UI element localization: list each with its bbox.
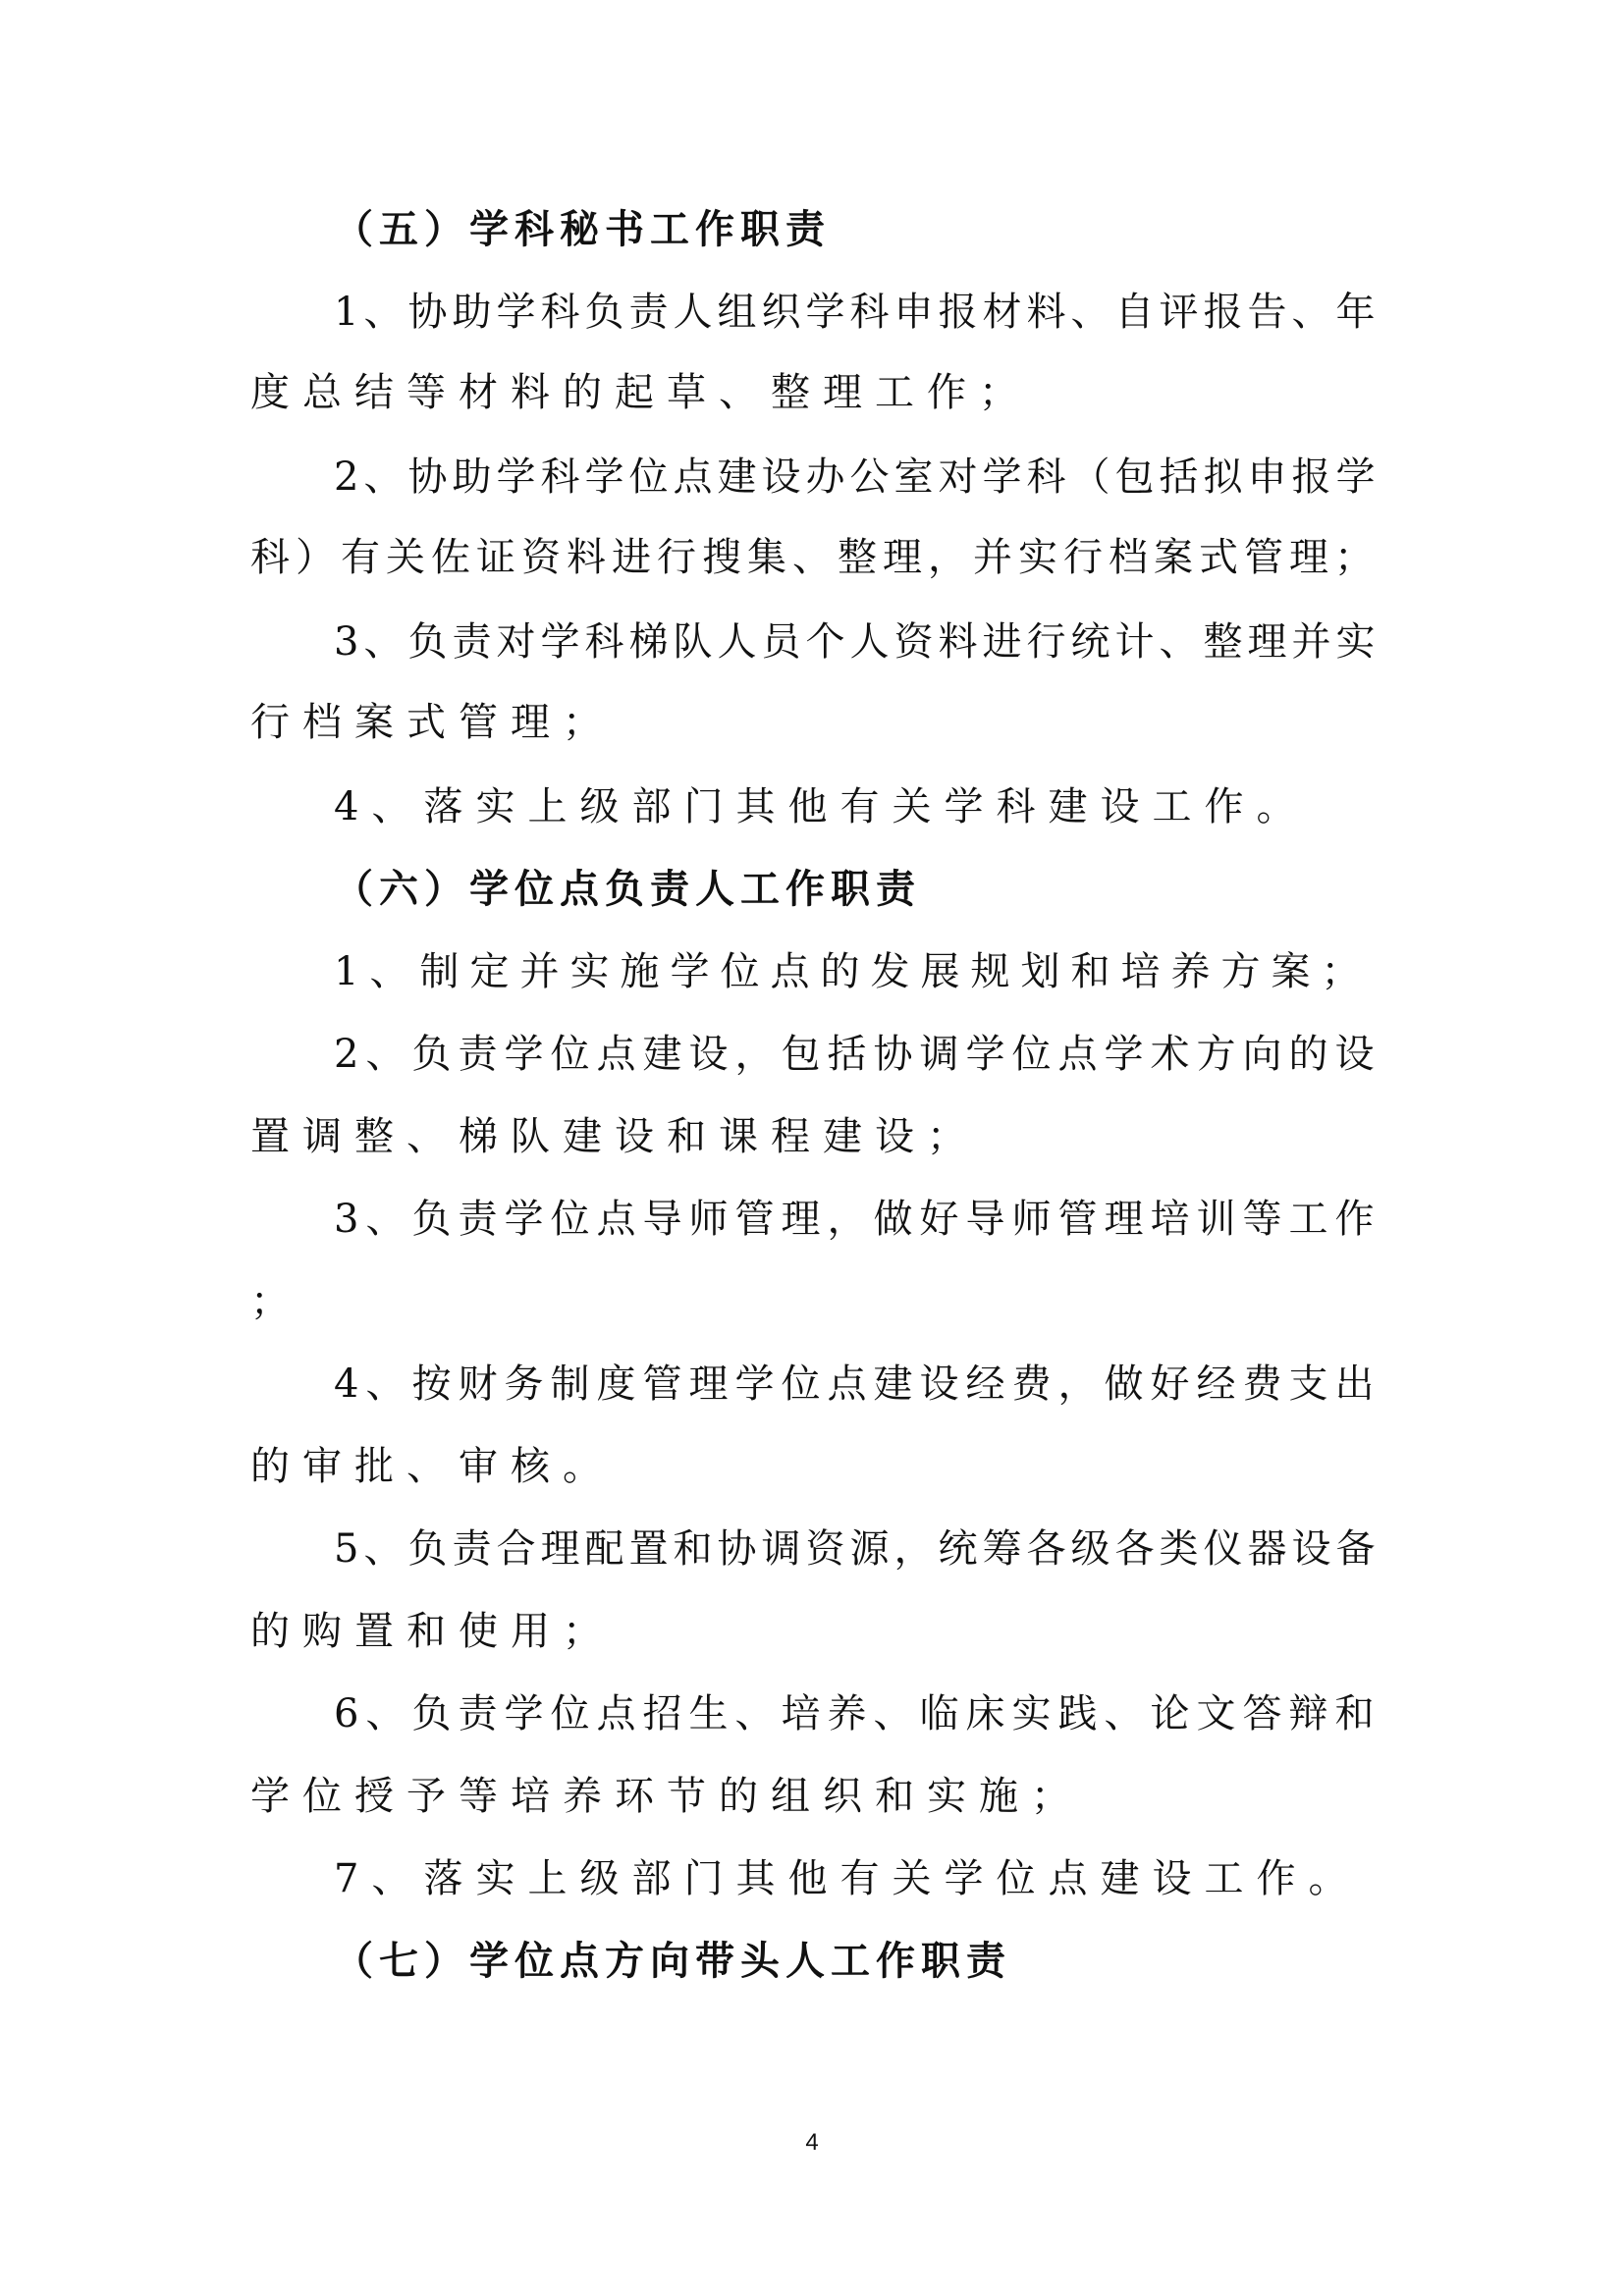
paragraph-line: 4、按财务制度管理学位点建设经费，做好经费支出 [334,1362,1381,1407]
paragraph-line: 置调整、梯队建设和课程建设； [250,1114,979,1159]
paragraph-line: ； [250,1279,302,1324]
paragraph-line: 2、协助学科学位点建设办公室对学科（包括拟申报学 [334,454,1380,500]
paragraph-line: 的审批、审核。 [250,1444,615,1489]
page-number: 4 [805,2129,819,2156]
paragraph-line: 6、负责学位点招生、培养、临床实践、论文答辩和 [334,1691,1381,1736]
paragraph-line: 1、协助学科负责人组织学科申报材料、自评报告、年 [334,290,1380,335]
paragraph-line: 1、制定并实施学位点的发展规划和培养方案； [334,949,1372,994]
paragraph-line: 的购置和使用； [250,1609,615,1654]
paragraph-line: 度总结等材料的起草、整理工作； [250,370,1031,415]
section-heading-5: （五）学科秘书工作职责 [334,207,831,252]
paragraph-line: 科）有关佐证资料进行搜集、整理，并实行档案式管理； [250,535,1380,580]
paragraph-line: 4、落实上级部门其他有关学科建设工作。 [334,784,1309,829]
paragraph-line: 学位授予等培养环节的组织和实施； [250,1774,1083,1819]
paragraph-line: 2、负责学位点建设，包括协调学位点学术方向的设 [334,1032,1381,1077]
paragraph-line: 7、落实上级部门其他有关学位点建设工作。 [334,1856,1361,1901]
section-heading-7: （七）学位点方向带头人工作职责 [334,1939,1011,1984]
paragraph-line: 3、负责对学科梯队人员个人资料进行统计、整理并实 [334,619,1380,665]
paragraph-line: 5、负责合理配置和协调资源，统筹各级各类仪器设备 [334,1526,1380,1572]
paragraph-line: 3、负责学位点导师管理，做好导师管理培训等工作 [334,1197,1381,1242]
paragraph-line: 行档案式管理； [250,700,615,745]
section-heading-6: （六）学位点负责人工作职责 [334,867,921,912]
